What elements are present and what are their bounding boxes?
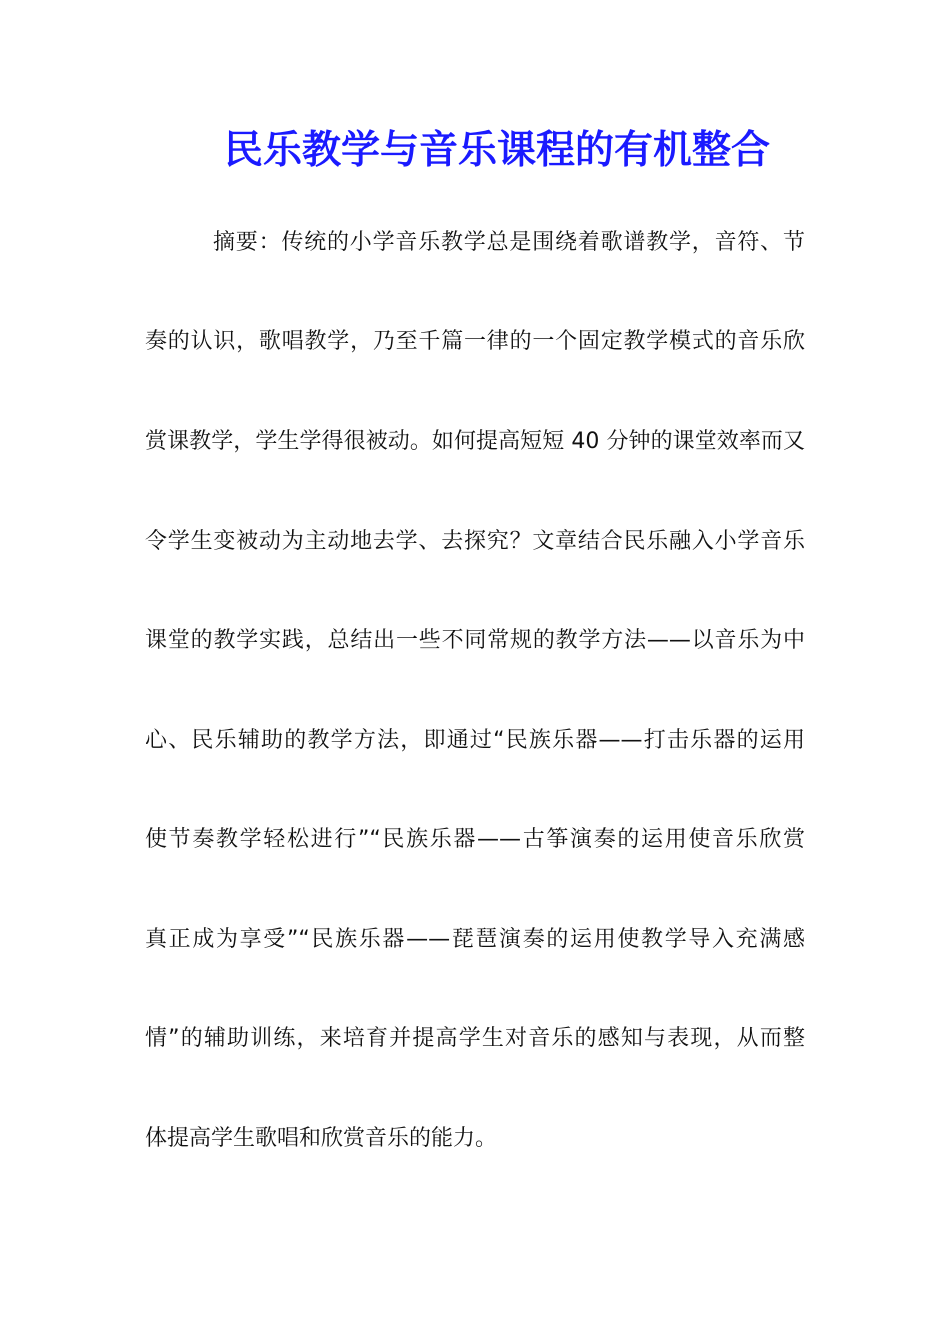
abstract-line-8: 真正成为享受”“民族乐器——琵琶演奏的运用使教学导入充满感	[145, 927, 805, 952]
abstract-line-10: 体提高学生歌唱和欣赏音乐的能力。	[145, 1126, 498, 1151]
abstract-line-2: 奏的认识，歌唱教学，乃至千篇一律的一个固定教学模式的音乐欣	[145, 329, 805, 354]
abstract-line-7: 使节奏教学轻松进行”“民族乐器——古筝演奏的运用使音乐欣赏	[145, 827, 805, 852]
abstract-line-3: 赏课教学，学生学得很被动。如何提高短短 40 分钟的课堂效率而又	[145, 429, 805, 454]
abstract-line-6: 心、民乐辅助的教学方法，即通过“民族乐器——打击乐器的运用	[145, 728, 805, 753]
abstract-line-5: 课堂的教学实践，总结出一些不同常规的教学方法——以音乐为中	[145, 628, 805, 653]
abstract-line-1: 摘要：传统的小学音乐教学总是围绕着歌谱教学，音符、节	[213, 230, 805, 255]
abstract-line-4: 令学生变被动为主动地去学、去探究？文章结合民乐融入小学音乐	[145, 529, 805, 554]
abstract-line-9: 情”的辅助训练，来培育并提高学生对音乐的感知与表现，从而整	[145, 1026, 805, 1051]
document-title: 民乐教学与音乐课程的有机整合	[223, 127, 770, 173]
